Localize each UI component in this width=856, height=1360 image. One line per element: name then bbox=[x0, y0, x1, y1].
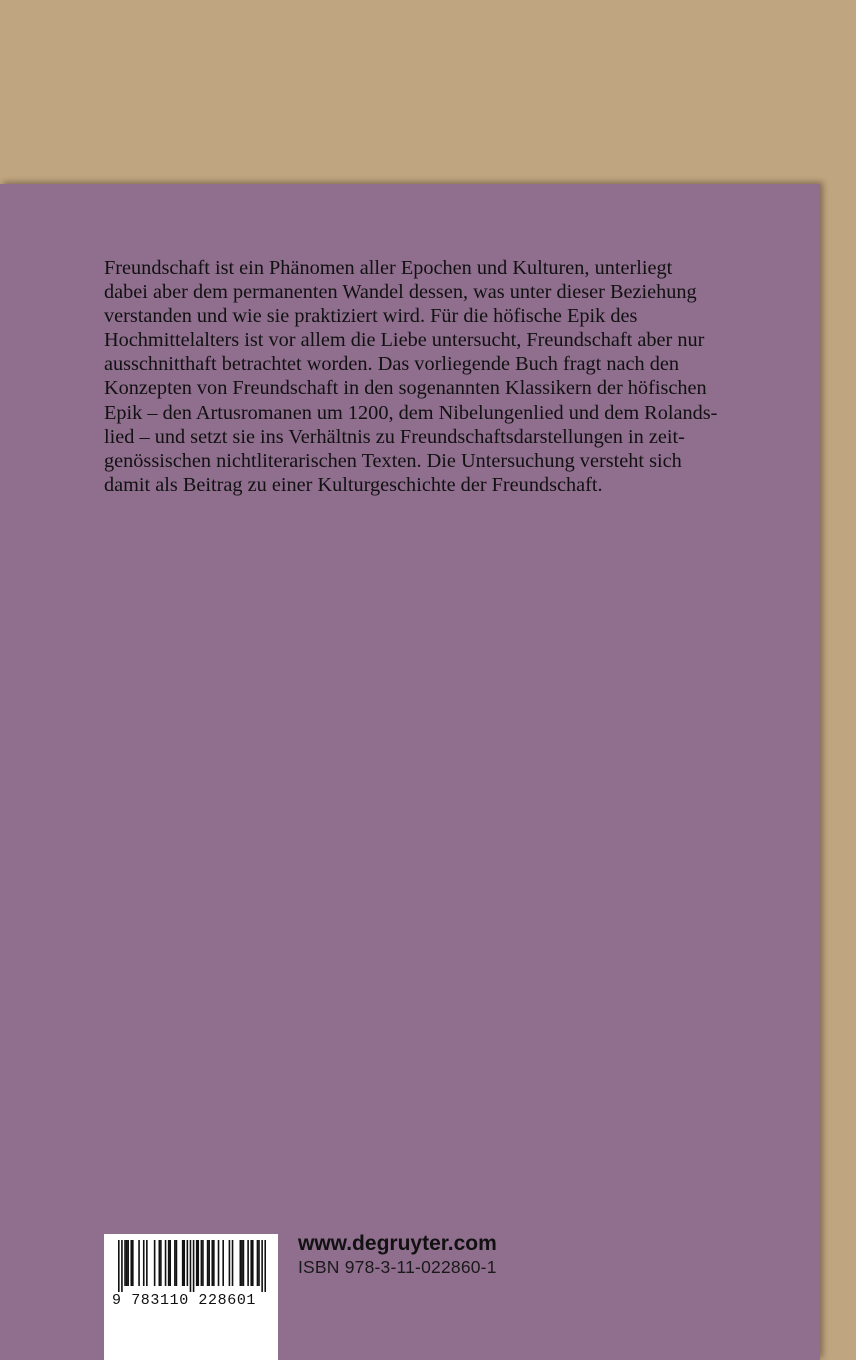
barcode-bar bbox=[165, 1240, 167, 1286]
blurb-line: ausschnitthaft betrachtet worden. Das vorliegende Buch fragt nach den bbox=[104, 353, 679, 376]
barcode-bar bbox=[247, 1240, 249, 1286]
barcode-bar bbox=[243, 1240, 245, 1286]
blurb-text bbox=[104, 256, 744, 497]
barcode-bar bbox=[257, 1240, 259, 1286]
barcode-digits: 9 783110 228601 bbox=[112, 1292, 257, 1309]
barcode-bar bbox=[146, 1240, 148, 1286]
barcode-bar bbox=[202, 1240, 204, 1286]
barcode-bar bbox=[241, 1240, 243, 1286]
barcode-bar bbox=[132, 1240, 134, 1286]
blurb-line: dabei aber dem permanenten Wandel dessen, was unter dieser Beziehung bbox=[104, 281, 697, 304]
barcode-bar bbox=[264, 1240, 266, 1292]
barcode-bar bbox=[197, 1240, 199, 1286]
barcode-bar bbox=[187, 1240, 189, 1286]
barcode-bar bbox=[250, 1240, 252, 1286]
barcode-bar bbox=[126, 1240, 128, 1286]
barcode-bars bbox=[118, 1240, 266, 1292]
barcode bbox=[104, 1234, 278, 1360]
barcode-bar bbox=[143, 1240, 145, 1286]
publisher-website: www.degruyter.com bbox=[298, 1232, 497, 1255]
barcode-bar bbox=[222, 1240, 224, 1286]
blurb-line: Konzepten von Freundschaft in den sogenannten Klassikern der höfischen bbox=[104, 377, 707, 400]
barcode-bar bbox=[130, 1240, 132, 1286]
barcode-bar bbox=[211, 1240, 213, 1286]
blurb-line: Hochmittelalters ist vor allem die Liebe untersucht, Freundschaft aber nur bbox=[104, 329, 705, 352]
barcode-bar bbox=[154, 1240, 156, 1286]
barcode-bar bbox=[174, 1240, 176, 1286]
barcode-bar bbox=[169, 1240, 171, 1286]
barcode-bar bbox=[168, 1240, 170, 1286]
blurb-line: damit als Beitrag zu einer Kulturgeschichte der Freundschaft. bbox=[104, 473, 603, 496]
barcode-bar bbox=[160, 1240, 162, 1286]
barcode-bar bbox=[138, 1240, 140, 1286]
barcode-bar bbox=[213, 1240, 215, 1286]
barcode-bar bbox=[229, 1240, 231, 1286]
barcode-bar bbox=[252, 1240, 254, 1286]
barcode-bar bbox=[218, 1240, 220, 1286]
blurb-line: Freundschaft ist ein Phänomen aller Epochen und Kulturen, unterliegt bbox=[104, 257, 673, 279]
barcode-bar bbox=[182, 1240, 184, 1286]
barcode-bar bbox=[258, 1240, 260, 1286]
barcode-bar bbox=[124, 1240, 126, 1286]
back-cover-panel bbox=[0, 184, 820, 1360]
barcode-bar bbox=[201, 1240, 203, 1286]
barcode-bar bbox=[207, 1240, 209, 1286]
barcode-bar bbox=[176, 1240, 178, 1286]
barcode-bar bbox=[261, 1240, 263, 1292]
barcode-bar bbox=[159, 1240, 161, 1286]
blurb-line: verstanden und wie sie praktiziert wird. Für die höfische Epik des bbox=[104, 305, 638, 328]
barcode-bar bbox=[196, 1240, 198, 1286]
barcode-bar bbox=[232, 1240, 234, 1286]
barcode-bar bbox=[208, 1240, 210, 1286]
barcode-bar bbox=[193, 1240, 195, 1292]
barcode-bar bbox=[121, 1240, 123, 1292]
barcode-bar bbox=[183, 1240, 185, 1286]
barcode-bar bbox=[240, 1240, 242, 1286]
barcode-bar bbox=[127, 1240, 129, 1286]
barcode-bar bbox=[190, 1240, 192, 1292]
barcode-bar bbox=[118, 1240, 120, 1292]
blurb-line: lied – und setzt sie ins Verhältnis zu Freundschaftsdarstellungen in zeit- bbox=[104, 425, 685, 448]
blurb-line: Epik – den Artusromanen um 1200, dem Nibelungenlied und dem Rolands- bbox=[104, 401, 718, 424]
blurb-line: genössischen nichtliterarischen Texten. Die Untersuchung versteht sich bbox=[104, 449, 682, 472]
isbn-number: ISBN 978-3-11-022860-1 bbox=[298, 1257, 497, 1277]
